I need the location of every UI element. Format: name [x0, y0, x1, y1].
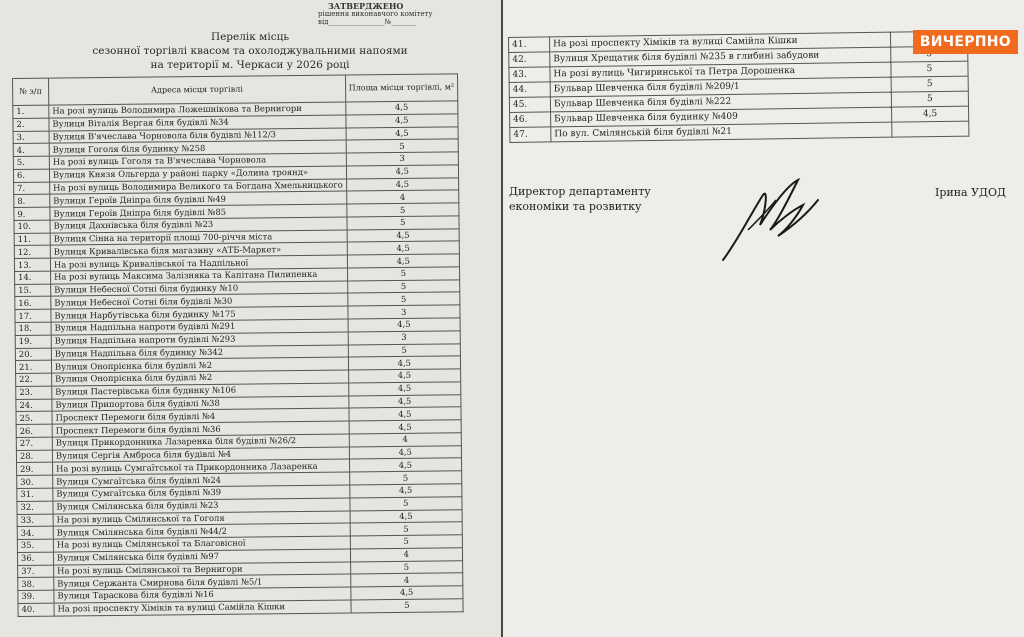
row-area: 5	[347, 292, 460, 306]
row-number: 37.	[18, 565, 54, 578]
row-area: 4,5	[349, 445, 462, 459]
row-number: 15.	[15, 284, 51, 297]
row-address: Проспект Перемоги біля будівлі №36	[52, 421, 349, 437]
row-address: На розі вулиць Чигиринської та Петра Дорошенка	[550, 62, 891, 82]
row-number: 33.	[17, 514, 53, 527]
row-address: На розі вулиць Володимира Великого та Богдана Хмельницького	[50, 179, 347, 195]
row-area: 5	[348, 343, 461, 357]
approval-stamp	[318, 2, 468, 26]
row-area: 5	[349, 471, 462, 485]
row-address: Вулиця Надпільна напроти будівлі №293	[51, 332, 348, 348]
approval-line1: рішення виконавчого комітету	[318, 10, 433, 18]
signature-title	[509, 184, 651, 214]
table-body-right	[509, 31, 969, 142]
row-area: 4	[350, 573, 463, 587]
signature-line1: Директор департаменту	[509, 185, 651, 198]
row-number: 45.	[509, 97, 550, 113]
row-address: Вулиця Небесної Сотні біля будинку №10	[51, 281, 348, 297]
row-number: 26.	[16, 424, 52, 437]
row-number: 2.	[13, 118, 49, 131]
row-area: 4,5	[349, 420, 462, 434]
row-address: На розі вулиць Максима Залізняка та Капітана Пилипенка	[51, 268, 348, 284]
row-address: На розі вулиць Смілянської та Вернигори	[54, 562, 351, 578]
row-number: 14.	[15, 271, 51, 284]
row-number: 20.	[15, 348, 51, 361]
signature-line2: економіки та розвитку	[509, 200, 642, 213]
row-number: 30.	[17, 475, 53, 488]
row-address: Проспект Перемоги біля будівлі №4	[52, 408, 349, 424]
row-number: 46.	[510, 112, 551, 128]
row-area: 5	[346, 139, 459, 153]
row-address: На розі вулиць Сумгаїтської та Прикордонника Лазаренка	[53, 459, 350, 475]
row-number: 38.	[18, 577, 54, 590]
row-address: Вулиця Смілянська біля будівлі №97	[53, 549, 350, 565]
row-area: 3	[348, 331, 461, 345]
row-address: Вулиця Кривалівська біля магазину «АТБ-Маркет»	[50, 242, 347, 258]
row-number: 23.	[16, 386, 52, 399]
row-number: 34.	[17, 526, 53, 539]
row-area: 5	[891, 76, 968, 92]
row-area: 4,5	[347, 254, 460, 268]
row-number: 44.	[509, 82, 550, 98]
row-area: 4,5	[346, 177, 459, 191]
row-address: Вулиця Надпільна біля будинку №342	[51, 345, 348, 361]
row-number: 35.	[17, 539, 53, 552]
handwritten-signature	[718, 170, 828, 265]
row-address: Вулиця Онопрієнка біля будівлі №2	[51, 357, 348, 373]
row-number: 6.	[13, 169, 49, 182]
row-address: Вулиця Сумгаїтська біля будівлі №24	[53, 472, 350, 488]
row-address: Вулиця В'ячеслава Чорновола біля будівлі №112/3	[49, 128, 346, 144]
row-area: 4,5	[347, 228, 460, 242]
row-number: 47.	[510, 127, 551, 143]
row-number: 27.	[16, 437, 52, 450]
row-number: 22.	[16, 373, 52, 386]
row-area: 4,5	[346, 126, 459, 140]
vycherpno-logo-badge: ВИЧЕРПНО	[913, 30, 1018, 54]
row-address: Вулиця Надпільна напроти будівлі №291	[51, 319, 348, 335]
row-number: 16.	[15, 297, 51, 310]
row-number: 12.	[14, 246, 50, 259]
header-area: Площа місця торгівлі, м²	[345, 74, 458, 102]
row-address: Вулиця Небесної Сотні біля будівлі №30	[51, 293, 348, 309]
row-area: 5	[350, 497, 463, 511]
row-address: Вулиця Смілянська біля будівлі №23	[53, 498, 350, 514]
row-area: 5	[351, 599, 464, 613]
row-area: 4,5	[349, 484, 462, 498]
row-address: Бульвар Шевченка біля будівлі №209/1	[550, 77, 891, 97]
row-address: Вулиця Тараскова біля будівлі №16	[54, 587, 351, 603]
row-address: Вулиця Сергія Амброса біля будівлі №4	[52, 447, 349, 463]
row-area: 5	[350, 535, 463, 549]
row-area: 4,5	[348, 318, 461, 332]
row-number: 3.	[13, 131, 49, 144]
row-area: 4,5	[347, 241, 460, 255]
row-number: 4.	[13, 143, 49, 156]
row-address: На розі вулиць Гоголя та В'ячеслава Чорновола	[49, 153, 346, 169]
row-area: 5	[350, 522, 463, 536]
row-address: Вулиця Припортова біля будівлі №38	[52, 396, 349, 412]
left-document-page	[0, 0, 501, 637]
row-address: На розі вулиць Кривалівської та Надпільної	[50, 255, 347, 271]
row-number: 11.	[14, 233, 50, 246]
row-number: 21.	[15, 360, 51, 373]
row-area: 5	[347, 280, 460, 294]
row-number: 36.	[17, 552, 53, 565]
row-address: Вулиця Пастерівська біля будинку №106	[52, 383, 349, 399]
row-area: 4,5	[350, 586, 463, 600]
row-address: Вулиця Гоголя біля будинку №258	[49, 140, 346, 156]
row-area: 3	[346, 152, 459, 166]
row-area: 4,5	[348, 356, 461, 370]
row-number: 41.	[509, 37, 550, 53]
row-area: 5	[346, 203, 459, 217]
row-address: Бульвар Шевченка біля будинку №409	[551, 107, 892, 127]
row-area: 3	[348, 305, 461, 319]
row-number: 25.	[16, 411, 52, 424]
row-number: 39.	[18, 590, 54, 603]
row-area	[892, 121, 969, 137]
row-number: 17.	[15, 309, 51, 322]
row-area: 4,5	[346, 165, 459, 179]
row-number: 10.	[14, 220, 50, 233]
row-number: 19.	[15, 335, 51, 348]
row-number: 8.	[14, 194, 50, 207]
row-area: 4,5	[349, 458, 462, 472]
row-address: Вулиця Смілянська біля будівлі №44/2	[53, 523, 350, 539]
row-area: 4,5	[349, 407, 462, 421]
approval-title: ЗАТВЕРДЖЕНО	[328, 1, 404, 11]
row-address: Вулиця Героїв Дніпра біля будівлі №85	[50, 204, 347, 220]
row-address: На розі вулиць Смілянської та Благовісної	[53, 536, 350, 552]
row-area: 4	[350, 548, 463, 562]
row-area: 4	[349, 433, 462, 447]
row-address: Бульвар Шевченка біля будівлі №222	[550, 92, 891, 112]
row-address: Вулиця Сумгаїтська біля будівлі №39	[53, 485, 350, 501]
row-address: Вулиця Героїв Дніпра біля будівлі №49	[50, 191, 347, 207]
approval-line2: від________________№_______	[318, 18, 416, 26]
row-area: 5	[891, 61, 968, 77]
document-title	[60, 30, 440, 72]
title-line2: сезонної торгівлі квасом та охолоджувальними напоями	[92, 45, 408, 57]
row-address: По вул. Смілянській біля будівлі №21	[551, 122, 892, 142]
header-address: Адреса місця торгівлі	[48, 75, 345, 105]
row-number: 43.	[509, 67, 550, 83]
row-area: 5	[347, 216, 460, 230]
row-number: 18.	[15, 322, 51, 335]
row-number: 31.	[17, 488, 53, 501]
row-address: Вулиця Прикордонника Лазаренка біля будівлі №26/2	[52, 434, 349, 450]
row-area: 4,5	[345, 114, 458, 128]
row-number: 7.	[14, 182, 50, 195]
table-body-left	[13, 101, 463, 616]
row-area: 4,5	[892, 106, 969, 122]
row-number: 32.	[17, 501, 53, 514]
row-address: На розі проспекту Хіміків та вулиці Самійла Кішки	[550, 32, 891, 52]
row-number: 29.	[17, 463, 53, 476]
row-area: 4,5	[348, 382, 461, 396]
header-number: № з/п	[13, 78, 49, 105]
row-number: 5.	[13, 156, 49, 169]
right-document-page	[503, 0, 1024, 637]
row-number: 42.	[509, 52, 550, 68]
row-address: На розі вулиць Володимира Ложешнікова та Вернигори	[49, 102, 346, 118]
row-address: Вулиця Нарбутівська біля будинку №175	[51, 306, 348, 322]
row-area: 5	[347, 267, 460, 281]
row-address: Вулиця Віталія Вергая біля будівлі №34	[49, 115, 346, 131]
row-address: Вулиця Сінна на території площі 700-річчя міста	[50, 230, 347, 246]
row-number: 13.	[14, 258, 50, 271]
row-area: 4,5	[345, 101, 458, 115]
row-area: 5	[350, 560, 463, 574]
row-area: 4	[346, 190, 459, 204]
row-address: Вулиця Дахнівська біля будівлі №23	[50, 217, 347, 233]
row-area: 4,5	[350, 509, 463, 523]
title-line3: на території м. Черкаси у 2026 році	[150, 59, 350, 71]
row-number: 28.	[16, 450, 52, 463]
row-address: Вулиця Князя Ольгерда у районі парку «Долина троянд»	[49, 166, 346, 182]
row-number: 40.	[18, 603, 54, 616]
row-address: На розі вулиць Смілянської та Гоголя	[53, 510, 350, 526]
signatory-name: Ірина УДОД	[935, 186, 1006, 199]
row-number: 9.	[14, 207, 50, 220]
title-line1: Перелік місць	[210, 31, 290, 43]
row-area: 4,5	[348, 369, 461, 383]
row-address: Вулиця Онопрієнка біля будівлі №2	[52, 370, 349, 386]
places-table-left	[12, 73, 464, 616]
places-table-right	[508, 31, 969, 143]
row-address: На розі проспекту Хіміків та вулиці Самійла Кішки	[54, 600, 351, 616]
row-number: 24.	[16, 399, 52, 412]
row-area: 5	[891, 91, 968, 107]
row-area: 4,5	[348, 394, 461, 408]
row-address: Вулиця Сержанта Смирнова біля будівлі №5/1	[54, 574, 351, 590]
row-address: Вулиця Хрещатик біля будівлі №235 в глибині забудови	[550, 47, 891, 67]
row-number: 1.	[13, 105, 49, 118]
